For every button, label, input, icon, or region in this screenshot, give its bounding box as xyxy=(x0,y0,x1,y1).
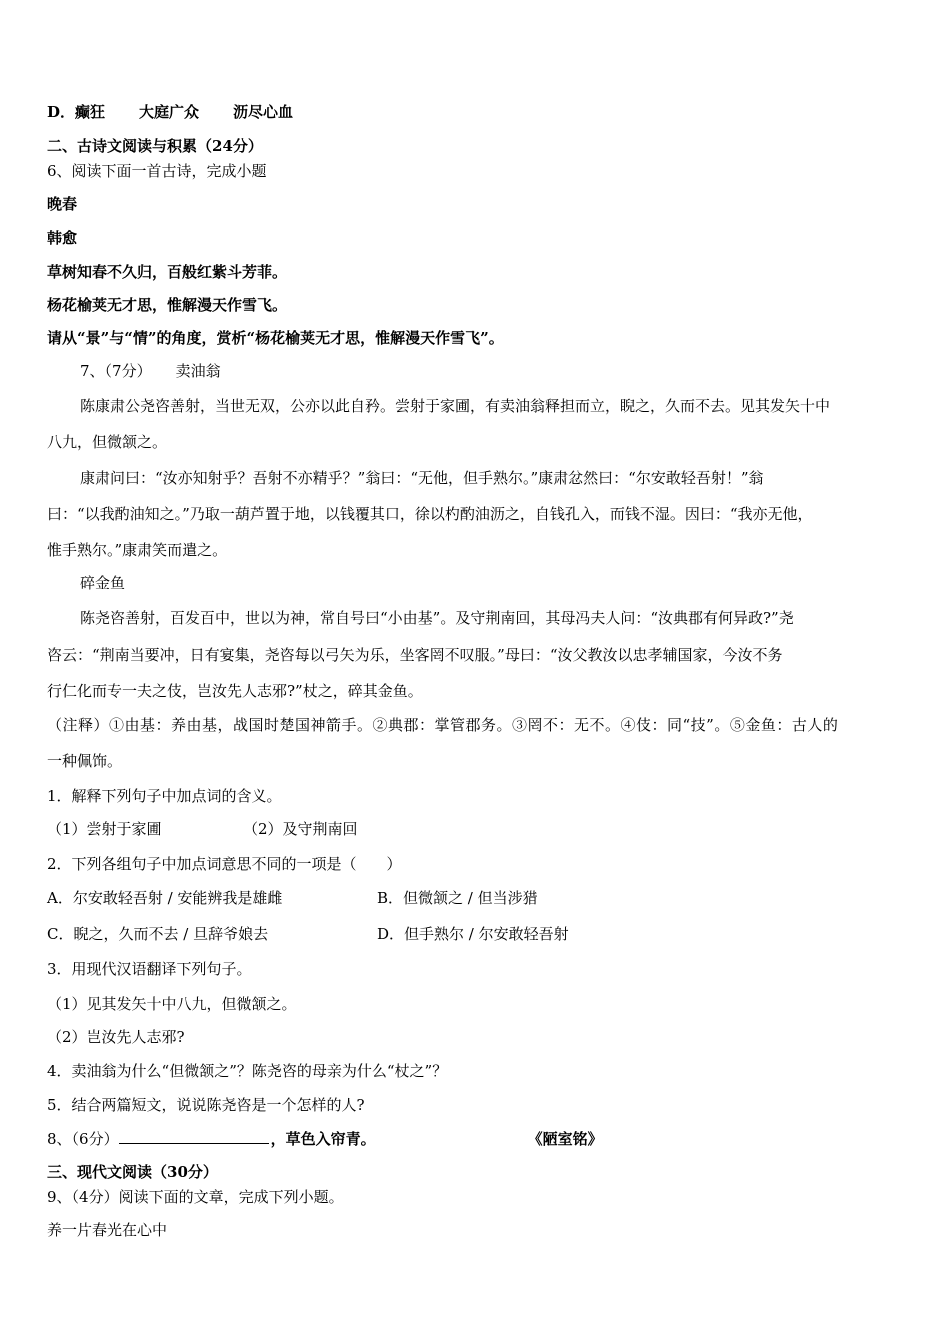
option-d-word-2: 大庭广众 xyxy=(139,103,200,121)
passage1-line: 曰：“以我酌油知之。”乃取一葫芦置于地，以钱覆其口，徐以杓酌油沥之，自钱孔入，而钱不湿。因曰：“我亦无他， xyxy=(47,505,813,523)
passage1-line: 康肃问曰：“汝亦知射乎？吾射不亦精乎？”翁曰：“无他，但手熟尔。”康肃忿然曰：“尔安敢轻吾射！”翁 xyxy=(80,469,764,487)
option-d-label: D． xyxy=(47,103,76,121)
q8-text: ，草色入帘青。 xyxy=(270,1130,376,1148)
q7-header xyxy=(80,361,221,381)
subquestion-1-item-1: （1）尝射于家圃 xyxy=(47,820,162,838)
passage2-line: 行仁化而专一夫之伎，岂汝先人志邪?”杖之，碎其金鱼。 xyxy=(47,682,423,700)
subquestion-2: 2．下列各组句子中加点词意思不同的一项是（ ） xyxy=(47,855,402,873)
q8-line xyxy=(47,1129,603,1149)
q8-source: 《陋室铭》 xyxy=(527,1130,603,1148)
poem-line-2: 杨花榆荚无才思，惟解漫天作雪飞。 xyxy=(47,296,288,314)
annotation-line: （注释）①由基：养由基，战国时楚国神箭手。②典郡：掌管郡务。③罔不：无不。④伎：同“技”。⑤金鱼：古人的 xyxy=(47,716,839,734)
q7-number: 7、（7分） xyxy=(80,362,152,380)
passage1-line: 惟手熟尔。”康肃笑而遣之。 xyxy=(47,541,228,559)
subquestion-1: 1．解释下列句子中加点词的含义。 xyxy=(47,787,282,805)
subquestion-3-item-2: （2）岂汝先人志邪? xyxy=(47,1028,185,1046)
passage1-line: 陈康肃公尧咨善射，当世无双，公亦以此自矜。尝射于家圃，有卖油翁释担而立，睨之，久而不去。见其发矢十中 xyxy=(80,397,831,415)
q7-passage-title: 卖油翁 xyxy=(175,362,221,380)
q8-number: 8、（6分） xyxy=(47,1130,119,1148)
q8-fill-blank xyxy=(119,1129,269,1144)
annotation-line: 一种佩饰。 xyxy=(47,752,123,770)
q6-question: 请从“景”与“情”的角度，赏析“杨花榆荚无才思，惟解漫天作雪飞”。 xyxy=(47,329,504,347)
option-d-word-1: 癫狂 xyxy=(75,103,106,121)
passage2-line: 咨云：“荆南当要冲，日有宴集，尧咨每以弓矢为乐，坐客罔不叹服。”母曰：“汝父教汝以忠孝辅国家，今汝不务 xyxy=(47,646,783,664)
passage1-line: 八九，但微颔之。 xyxy=(47,433,168,451)
subquestion-5: 5．结合两篇短文，说说陈尧咨是一个怎样的人? xyxy=(47,1096,365,1114)
essay-title: 养一片春光在心中 xyxy=(47,1221,168,1239)
subquestion-4: 4．卖油翁为什么“但微颔之”？陈尧咨的母亲为什么“杖之”？ xyxy=(47,1062,448,1080)
option-a: A．尔安敢轻吾射 / 安能辨我是雄雌 xyxy=(47,889,283,907)
subquestion-3-item-1: （1）见其发矢十中八九，但微颔之。 xyxy=(47,995,297,1013)
poem-line-1: 草树知春不久归，百般红紫斗芳菲。 xyxy=(47,263,288,281)
subquestion-1-items xyxy=(47,819,358,839)
option-d: D．但手熟尔 / 尔安敢轻吾射 xyxy=(377,925,569,943)
q9-prompt: 9、（4分）阅读下面的文章，完成下列小题。 xyxy=(47,1188,344,1206)
subquestion-3: 3．用现代汉语翻译下列句子。 xyxy=(47,960,252,978)
q6-prompt: 6、阅读下面一首古诗，完成小题 xyxy=(47,162,267,180)
passage2-title: 碎金鱼 xyxy=(80,574,126,592)
section-3-title: 三、现代文阅读（30分） xyxy=(47,1163,218,1181)
option-b: B．但微颔之 / 但当涉猎 xyxy=(377,889,538,907)
option-d-line xyxy=(47,102,293,122)
section-2-title: 二、古诗文阅读与积累（24分） xyxy=(47,137,263,155)
subquestion-1-item-2: （2）及守荆南回 xyxy=(243,820,358,838)
passage2-line: 陈尧咨善射，百发百中，世以为神，常自号曰“小由基”。及守荆南回，其母冯夫人问：“汝典郡有何异政?”尧 xyxy=(80,609,794,627)
option-d-word-3: 沥尽心血 xyxy=(233,103,294,121)
poem-author: 韩愈 xyxy=(47,229,78,247)
subquestion-2-options-cd xyxy=(47,924,569,944)
poem-title: 晚春 xyxy=(47,195,78,213)
subquestion-2-options-ab xyxy=(47,888,538,908)
option-c: C．睨之，久而不去 / 旦辞爷娘去 xyxy=(47,925,269,943)
